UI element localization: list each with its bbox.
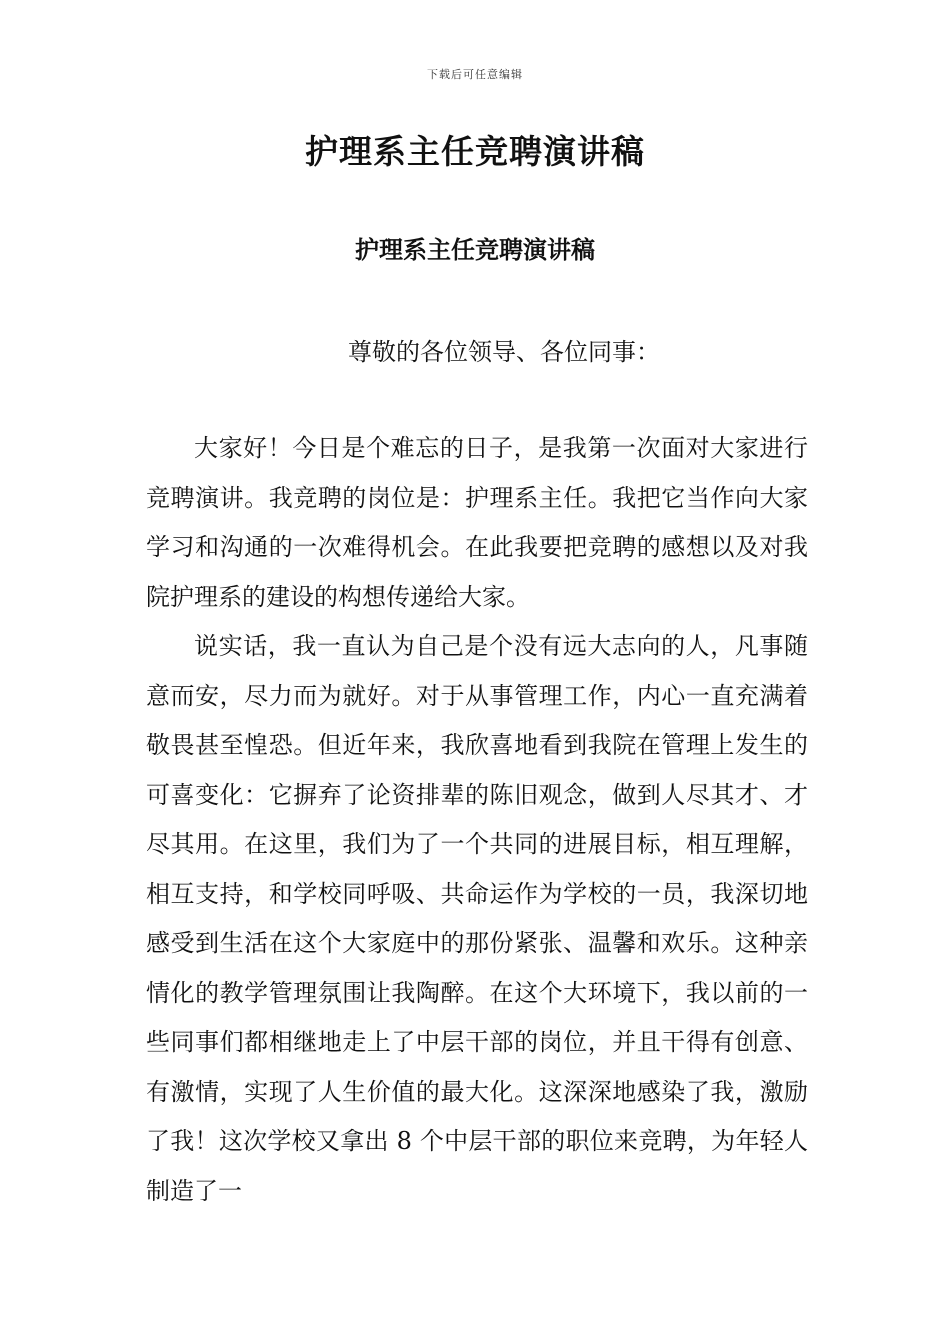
salutation: 尊敬的各位领导、各位同事： xyxy=(348,338,660,366)
document-title: 护理系主任竞聘演讲稿 xyxy=(305,132,645,171)
body-text xyxy=(146,424,808,1216)
paragraph-2: 说实话，我一直认为自己是个没有远大志向的人，凡事随意而安，尽力而为就好。对于从事管理工作，内心一直充满着敬畏甚至惶恐。但近年来，我欣喜地看到我院在管理上发生的可喜变化：它摒弃了论资排辈的陈旧观念，做到人尽其才、才尽其用。在这里，我们为了一个共同的进展目标，相互理解，相互支持，和学校同呼吸、共命运作为学校的一员，我深切地感受到生活在这个大家庭中的那份紧张、温馨和欢乐。这种亲情化的教学管理氛围让我陶醉。在这个大环境下，我以前的一些同事们都相继地走上了中层干部的岗位，并且干得有创意、有激情，实现了人生价值的最大化。这深深地感染了我，激励了我！这次学校又拿出 8 个中层干部的职位来竞聘，为年轻人制造了一 xyxy=(146,632,808,1205)
document-subtitle: 护理系主任竞聘演讲稿 xyxy=(355,235,595,264)
paragraph-1: 大家好！今日是个难忘的日子，是我第一次面对大家进行竞聘演讲。我竞聘的岗位是：护理系主任。我把它当作向大家学习和沟通的一次难得机会。在此我要把竞聘的感想以及对我院护理系的建设的构想传递给大家。 xyxy=(146,434,808,611)
header-note: 下载后可任意编辑 xyxy=(427,68,523,81)
